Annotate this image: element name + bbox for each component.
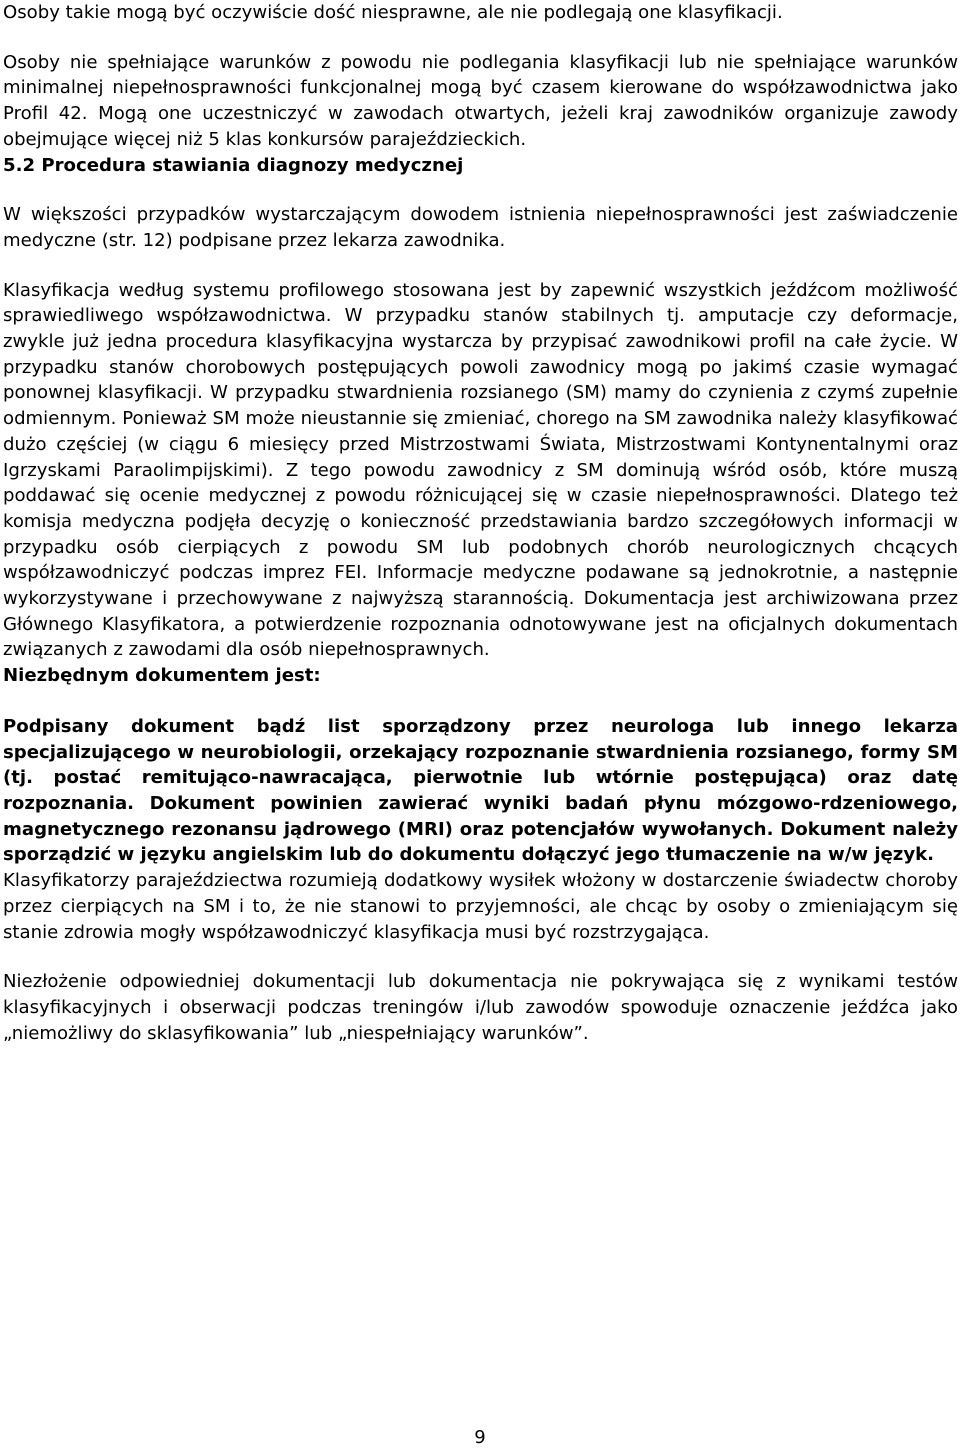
- paragraph-classification-system: Klasyfikacja według systemu profilowego stosowana jest by zapewnić wszystkich jeźdźcom możliwość sprawiedliwego współzawodnictwa. W przypadku stanów stabilnych tj. amputacje czy deformacje, zwykle już jedna procedura klasyfikacyjna wystarcza by przypisać zawodnikowi profil na całe życie. W przypadku stanów chorobowych postępujących powoli zawodnicy mogą po jakimś czasie wymagać ponownej klasyfikacji. W przypadku stwardnienia rozsianego (SM) mamy do czynienia z czymś zupełnie odmiennym. Ponieważ SM może nieustannie się zmieniać, chorego na SM zawodnika należy klasyfikować dużo częściej (w ciągu 6 miesięcy przed Mistrzostwami Świata, Mistrzostwami Kontynentalnymi oraz Igrzyskami Paraolimpijskimi). Z tego powodu zawodnicy z SM dominują wśród osób, które muszą poddawać się ocenie medycznej z powodu różnicującej się w czasie niepełnosprawności. Dlatego też komisja medyczna podjęła decyzję o konieczność przedstawiania bardzo szczegółowych informacji w przypadku osób cierpiących z powodu SM lub podobnych chorób neurologicznych chcących współzawodniczyć podczas imprez FEI. Informacje medyczne podawane są jednokrotnie, a następnie wykorzystywane i przechowywane z najwyższą starannością. Dokumentacja jest archiwizowana przez Głównego Klasyfikatora, a potwierdzenie rozpoznania odnotowywane jest na oficjalnych dokumentach związanych z zawodami dla osób niepełnosprawnych.: [3, 279, 958, 661]
- paragraph-classifiers: Klasyfikatorzy parajeździectwa rozumieją dodatkowy wysiłek włożony w dostarczenie świadectw choroby przez cierpiących na SM i to, że nie stanowi to przyjemności, ale chcąc by osoby o zmieniającym się stanie zdrowia mogły współzawodniczyć klasyfikacja musi być rozstrzygająca.: [3, 870, 958, 943]
- paragraph-medical-certificate: W większości przypadków wystarczającym dowodem istnienia niepełnosprawności jest zaświadczenie medyczne (str. 12) podpisane przez lekarza zawodnika.: [3, 204, 958, 251]
- heading-required-document: Niezbędnym dokumentem jest:: [3, 665, 321, 687]
- paragraph-required-document-bold: Podpisany dokument bądź list sporządzony przez neurologa lub innego lekarza specjalizującego w neurobiologii, orzekający rozpoznanie stwardnienia rozsianego, formy SM (tj. postać remitująco-nawracająca, pierwotnie lub wtórnie postępująca) oraz datę rozpoznania. Dokument powinien zawierać wyniki badań płynu mózgowo-rdzeniowego, magnetycznego rezonansu jądrowego (MRI) oraz potencjałów wywołanych. Dokument należy sporządzić w języku angielskim lub do dokumentu dołączyć jego tłumaczenie na w/w język.: [3, 715, 958, 866]
- paragraph-missing-documentation: Niezłożenie odpowiedniej dokumentacji lub dokumentacja nie pokrywająca się z wynikami testów klasyfikacyjnych i obserwacji podczas treningów i/lub zawodów spowoduje oznaczenie jeźdźca jako „niemożliwy do sklasyfikowania” lub „niespełniający warunków”.: [3, 971, 958, 1044]
- page-number: 9: [474, 1427, 486, 1448]
- paragraph-profile-42: Osoby nie spełniające warunków z powodu nie podlegania klasyfikacji lub nie spełniające warunków minimalnej niepełnosprawności funkcjonalnej mogą być czasem kierowane do współzawodnictwa jako Profil 42. Mogą one uczestniczyć w zawodach otwartych, jeżeli kraj zawodników organizuje zawody obejmujące więcej niż 5 klas konkursów parajeździeckich.: [3, 51, 958, 150]
- document-page: [3, 0, 958, 1046]
- paragraph-intro: Osoby takie mogą być oczywiście dość niesprawne, ale nie podlegają one klasyfikacji.: [3, 2, 783, 23]
- section-heading-5-2: 5.2 Procedura stawiania diagnozy medycznej: [3, 154, 464, 176]
